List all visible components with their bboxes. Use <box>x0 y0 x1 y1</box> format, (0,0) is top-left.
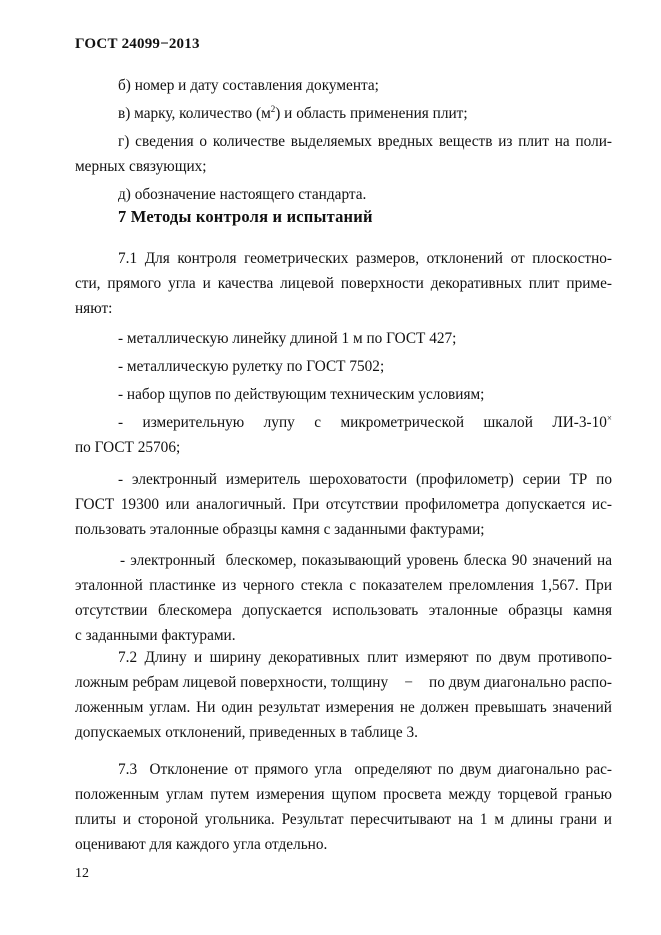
tool-item-tape: - металлическую рулетку по ГОСТ 7502; <box>118 358 385 375</box>
tool-item-ruler: - металлическую линейку длиной 1 м по ГОСТ 427; <box>118 330 457 347</box>
tool-item-magnifier-word: - <box>118 414 124 431</box>
tool-item-magnifier-line2: по ГОСТ 25706; <box>75 439 181 456</box>
tool-item-magnifier-word: микрометрической <box>340 414 465 431</box>
tool-item-profilometer-line3: пользовать эталонные образцы камня с заданными фактурами; <box>75 521 485 538</box>
p72-line1: 7.2 Длину и ширину декоративных плит измеряют по двум противопо- <box>118 649 612 666</box>
p71-line1: 7.1 Для контроля геометрических размеров, отклонений от плоскостно- <box>118 250 612 267</box>
section-title: 7 Методы контроля и испытаний <box>118 207 373 226</box>
tool-item-feelers: - набор щупов по действующим техническим условиям; <box>118 386 485 403</box>
list-item-v-text-end: ) и область применения плит; <box>275 105 468 122</box>
list-item-v-text: в) марку, количество (м <box>118 105 271 122</box>
p72-line2-dash: − <box>404 674 413 691</box>
tool-item-magnifier-word <box>552 410 612 435</box>
list-item-v <box>75 101 612 126</box>
document-header: ГОСТ 24099−2013 <box>75 36 200 52</box>
list-item-b: б) номер и дату составления документа; <box>118 77 379 94</box>
tool-item-profilometer-line1: - электронный измеритель шероховатости (профилометр) серии ТР по <box>118 471 612 488</box>
p72-line2-start: ложным ребрам лицевой поверхности, толщину <box>75 674 389 691</box>
p72-line2-end: по двум диагонально распо- <box>429 674 612 691</box>
p71-line2: сти, прямого угла и качества лицевой поверхности декоративных плит приме- <box>75 275 612 292</box>
tool-item-magnifier-code: ЛИ-3-10 <box>552 414 607 431</box>
tool-item-magnifier-word: с <box>314 414 322 431</box>
list-item-v-superscript: 2 <box>270 104 276 114</box>
p71-line3: няют: <box>75 300 113 317</box>
tool-item-profilometer-line2: ГОСТ 19300 или аналогичный. При отсутствии профилометра допускается ис- <box>75 496 612 513</box>
paragraph-7-3 <box>75 757 612 857</box>
tool-item-glossmeter-line1: - электронный блескомер, показывающий уровень блеска 90 значений на <box>120 552 612 569</box>
tool-item-glossmeter-line2: эталонной пластинке из черного стекла с показателем преломления 1,567. При <box>75 577 612 594</box>
tool-item-magnifier-word: шкалой <box>483 414 533 431</box>
list-item-g-line2: мерных связующих; <box>75 158 207 175</box>
p73-line2: положенным углам путем измерения щупом просвета между торцевой гранью <box>75 786 612 803</box>
p72-line4: допускаемых отклонений, приведенных в таблице 3. <box>75 724 418 741</box>
list-item-g-line1: г) сведения о количестве выделяемых вредных веществ из плит на поли- <box>118 133 612 150</box>
tool-item-magnifier-line1 <box>75 410 612 435</box>
p73-line1: 7.3 Отклонение от прямого угла определяют по двум диагонально рас- <box>118 761 612 778</box>
tool-item-magnifier-word: измерительную <box>142 414 245 431</box>
tool-item-glossmeter-line4: с заданными фактурами. <box>75 627 236 644</box>
list-item-d: д) обозначение настоящего стандарта. <box>118 186 367 203</box>
tool-item-magnifier-superscript: × <box>606 413 612 423</box>
tools-list <box>75 326 612 648</box>
paragraph-7-2 <box>75 645 612 745</box>
tool-item-glossmeter-line3: отсутствии блескомера допускается использовать эталонные образцы камня <box>75 602 612 619</box>
tool-item-magnifier-word: лупу <box>263 414 295 431</box>
page-number: 12 <box>75 866 89 881</box>
p72-line2 <box>75 670 612 695</box>
paragraph-7-1 <box>75 246 612 321</box>
p72-line3: ложенным углам. Ни один результат измерения не должен превышать значений <box>75 699 612 716</box>
p73-line4: оценивают для каждого угла отдельно. <box>75 836 328 853</box>
requirements-list <box>75 73 612 207</box>
p73-line3: плиты и стороной угольника. Результат пересчитывают на 1 м длины грани и <box>75 811 612 828</box>
